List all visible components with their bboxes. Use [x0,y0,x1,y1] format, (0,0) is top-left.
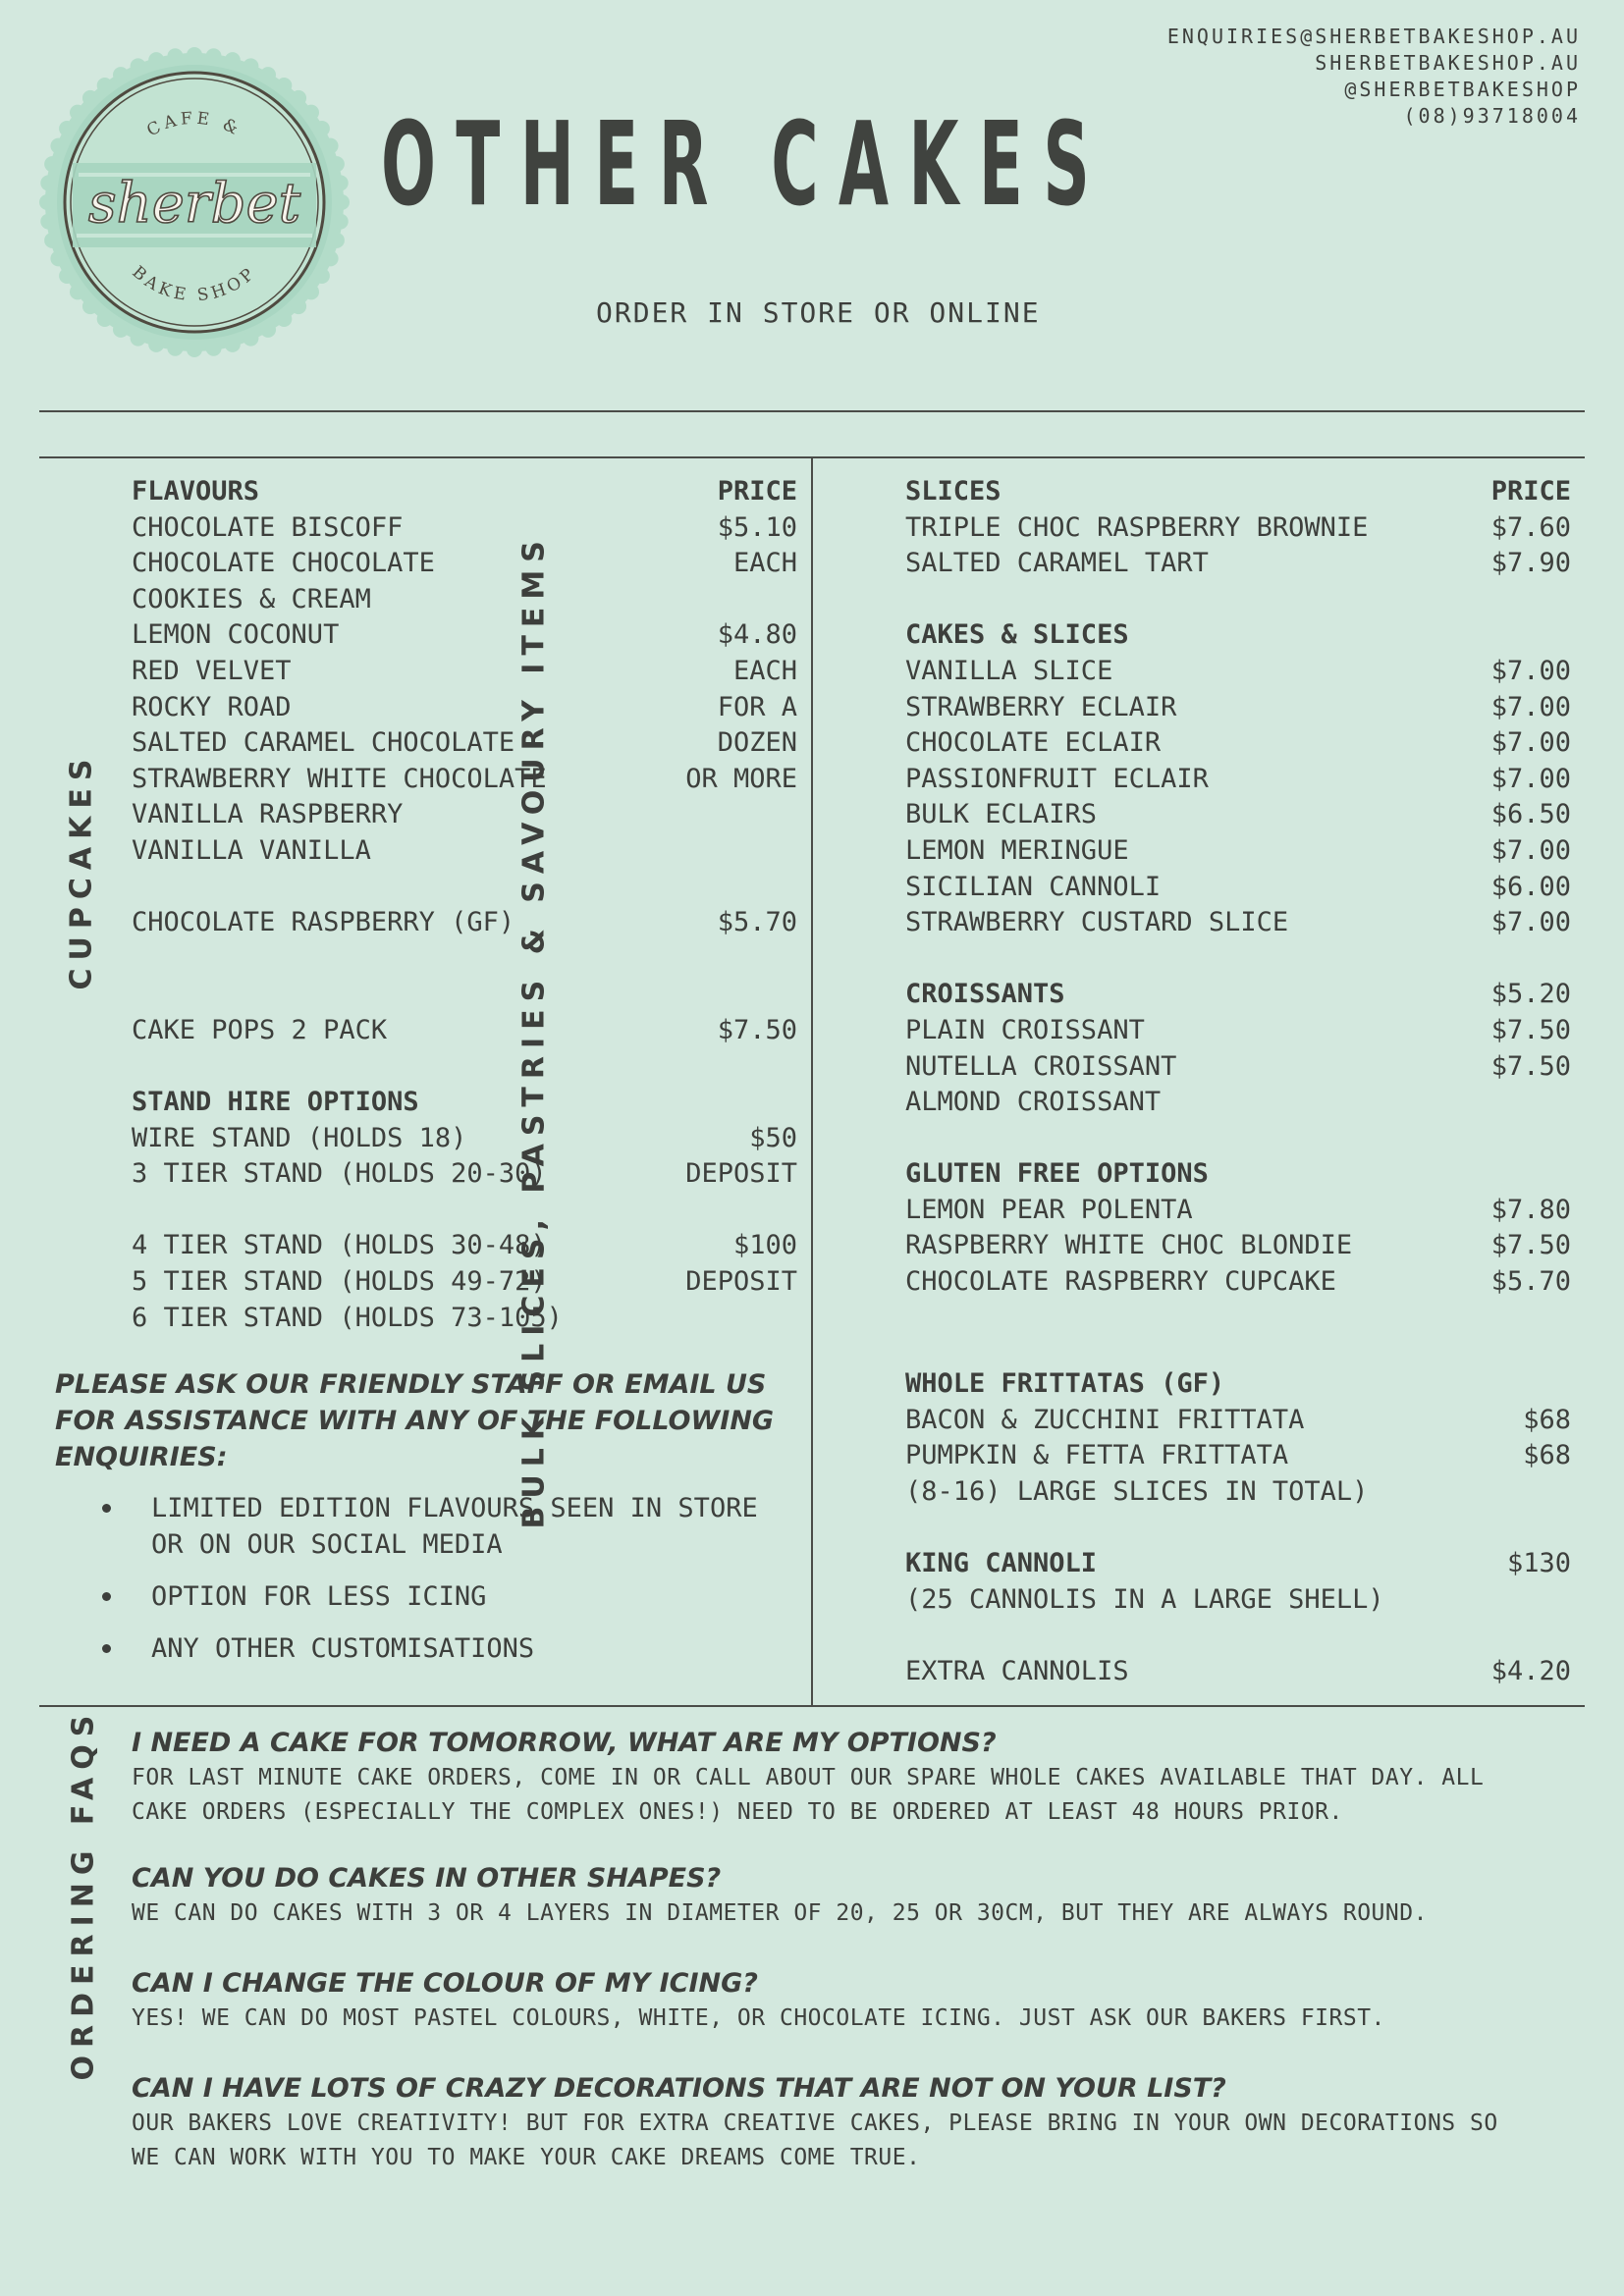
faq-answer: WE CAN WORK WITH YOU TO MAKE YOUR CAKE DREAMS COME TRUE. [132,2145,921,2170]
bullet-icon [102,1644,111,1653]
list-item: SALTED CARAMEL TART $7.90 [905,548,1571,579]
list-item: 4 TIER STAND (HOLDS 30-48) $100 [132,1230,797,1261]
list-item: 3 TIER STAND (HOLDS 20-30) DEPOSIT [132,1158,797,1190]
list-item: CHOCOLATE BISCOFF $5.10 [132,511,797,543]
list-item: ANY OTHER CUSTOMISATIONS [98,1630,758,1667]
sherbet-logo [39,47,350,357]
faq-answer: WE CAN DO CAKES WITH 3 OR 4 LAYERS IN DIAMETER OF 20, 25 OR 30CM, BUT THEY ARE ALWAYS ROUND. [132,1900,1428,1926]
faq-question: I NEED A CAKE FOR TOMORROW, WHAT ARE MY OPTIONS? [132,1728,997,1758]
bullet-icon [102,1504,111,1513]
list-item: TRIPLE CHOC RASPBERRY BROWNIE $7.60 [905,511,1571,543]
list-item: COOKIES & CREAM [132,583,371,614]
slices-header: SLICES PRICE [905,476,1571,507]
list-item: VANILLA SLICE $7.00 [905,655,1571,686]
faq-answer: CAKE ORDERS (ESPECIALLY THE COMPLEX ONES!) NEED TO BE ORDERED AT LEAST 48 HOURS PRIOR. [132,1799,1343,1825]
bullet-icon [102,1592,111,1601]
list-item: PASSIONFRUIT ECLAIR $7.00 [905,763,1571,794]
page-subtitle: ORDER IN STORE OR ONLINE [596,296,1041,329]
contact-website[interactable]: SHERBETBAKESHOP.AU [1315,51,1581,75]
contact-block [1167,24,1581,130]
cupcake-list [132,474,797,1336]
frittatas-header: WHOLE FRITTATAS (GF) [905,1368,1225,1400]
faq-item [132,1966,1385,2036]
logo-word: sherbet [87,172,301,236]
enquiries-note: PLEASE ASK OUR FRIENDLY STAFF OR EMAIL US FOR ASSISTANCE WITH ANY OF THE FOLLOWING ENQUIRIES: [55,1369,775,1472]
list-item: BULK ECLAIRS $6.50 [905,799,1571,830]
contact-social[interactable]: @SHERBETBAKESHOP [1344,78,1581,101]
divider-vertical [811,457,813,1706]
contact-phone[interactable]: (08)93718004 [1403,104,1581,128]
flavours-header: FLAVOURS PRICE [132,476,797,507]
stand-hire-header: STAND HIRE OPTIONS [132,1087,419,1118]
faq-item [132,1861,1428,1931]
faqs-label: ORDERING FAQS [66,1707,101,2081]
list-item: RASPBERRY WHITE CHOC BLONDIE $7.50 [905,1230,1571,1261]
extra-cannolis-row: EXTRA CANNOLIS $4.20 [905,1656,1571,1686]
list-item: WIRE STAND (HOLDS 18) $50 [132,1122,797,1153]
list-item: RED VELVET EACH [132,655,797,686]
faq-question: CAN YOU DO CAKES IN OTHER SHAPES? [132,1863,722,1894]
list-item: ROCKY ROAD FOR A [132,691,797,722]
list-item: 6 TIER STAND (HOLDS 73-105) [132,1302,563,1333]
list-item: CHOCOLATE CHOCOLATE EACH [132,548,797,579]
list-item: PLAIN CROISSANT $7.50 [905,1014,1571,1045]
list-item: SICILIAN CANNOLI $6.00 [905,871,1571,902]
list-item: 5 TIER STAND (HOLDS 49-72) DEPOSIT [132,1266,797,1298]
list-item: SALTED CARAMEL CHOCOLATE DOZEN [132,727,797,759]
list-item: LEMON MERINGUE $7.00 [905,834,1571,866]
list-item: BACON & ZUCCHINI FRITTATA $68 [905,1404,1571,1435]
page-title: OTHER CAKES [381,96,1110,232]
bulk-items-label: BULK SLICES, PASTRIES & SAVOURY ITEMS [516,533,552,1529]
list-item: CHOCOLATE ECLAIR $7.00 [905,727,1571,759]
list-item: VANILLA VANILLA [132,834,371,866]
list-item: OPTION FOR LESS ICING [98,1578,758,1615]
list-item: STRAWBERRY WHITE CHOCOLATE OR MORE [132,763,797,794]
faq-question: CAN I CHANGE THE COLOUR OF MY ICING? [132,1968,758,1999]
faq-answer: FOR LAST MINUTE CAKE ORDERS, COME IN OR CALL ABOUT OUR SPARE WHOLE CAKES AVAILABLE THAT DAY. ALL [132,1765,1485,1790]
bulk-items-list [905,474,1571,1690]
list-item-gf-cupcake: CHOCOLATE RASPBERRY (GF) $5.70 [132,907,797,938]
faq-item [132,1726,1484,1830]
king-cannoli-row: KING CANNOLI $130 [905,1548,1571,1579]
list-item: VANILLA RASPBERRY [132,799,404,830]
list-item-cake-pops: CAKE POPS 2 PACK $7.50 [132,1014,797,1045]
faq-item [132,2071,1498,2175]
faq-question: CAN I HAVE LOTS OF CRAZY DECORATIONS THAT ARE NOT ON YOUR LIST? [132,2073,1226,2104]
faq-answer: OUR BAKERS LOVE CREATIVITY! BUT FOR EXTRA CREATIVE CAKES, PLEASE BRING IN YOUR OWN DECORATIONS SO [132,2110,1498,2136]
gluten-free-header: GLUTEN FREE OPTIONS [905,1158,1209,1190]
list-item: LEMON PEAR POLENTA $7.80 [905,1194,1571,1225]
cakes-slices-header: CAKES & SLICES [905,619,1129,651]
list-item: PUMPKIN & FETTA FRITTATA $68 [905,1440,1571,1471]
logo-bottom-text: BAKE SHOP [128,262,261,306]
contact-email[interactable]: ENQUIRIES@SHERBETBAKESHOP.AU [1166,25,1581,48]
list-item: LEMON COCONUT $4.80 [132,619,797,651]
croissants-header: CROISSANTS $5.20 [905,979,1571,1010]
list-item: NUTELLA CROISSANT $7.50 [905,1050,1571,1082]
cupcakes-label: CUPCAKES [64,751,99,990]
list-item: LIMITED EDITION FLAVOURS SEEN IN STORE OR ON OUR SOCIAL MEDIA [98,1490,758,1563]
list-item: STRAWBERRY CUSTARD SLICE $7.00 [905,907,1571,938]
divider-top [39,410,1585,412]
logo-top-text: CAFE & [143,108,245,141]
list-item: (25 CANNOLIS IN A LARGE SHELL) [905,1583,1384,1615]
list-item: STRAWBERRY ECLAIR $7.00 [905,691,1571,722]
list-item: (8-16) LARGE SLICES IN TOTAL) [905,1476,1369,1508]
faq-answer: YES! WE CAN DO MOST PASTEL COLOURS, WHITE, OR CHOCOLATE ICING. JUST ASK OUR BAKERS FIRST. [132,2005,1385,2031]
list-item: ALMOND CROISSANT [905,1087,1162,1118]
enquiries-list [98,1490,758,1667]
list-item: CHOCOLATE RASPBERRY CUPCAKE $5.70 [905,1266,1571,1298]
